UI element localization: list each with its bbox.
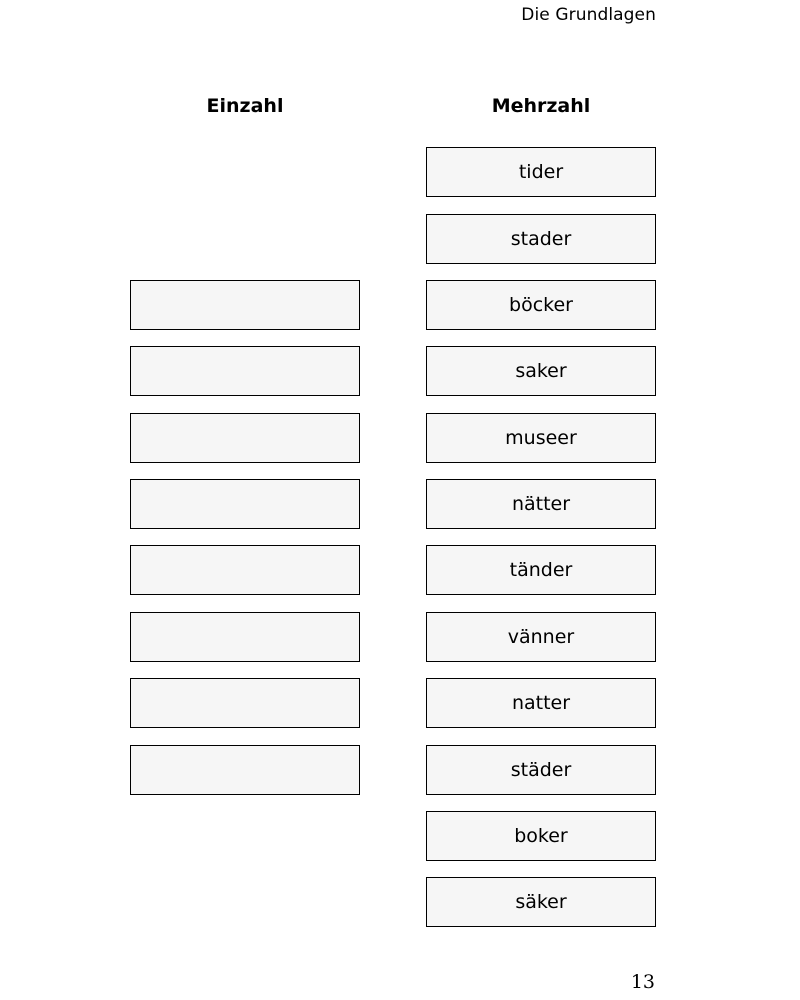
singular-answer-box[interactable] (130, 612, 360, 662)
plural-word-box: saker (426, 346, 656, 396)
plural-word-box: museer (426, 413, 656, 463)
page-number: 13 (630, 971, 655, 993)
singular-answer-box[interactable] (130, 745, 360, 795)
plural-word-box: tänder (426, 545, 656, 595)
singular-answer-box[interactable] (130, 346, 360, 396)
singular-answer-box[interactable] (130, 678, 360, 728)
singular-answer-box[interactable] (130, 479, 360, 529)
plural-column-heading: Mehrzahl (491, 95, 591, 117)
plural-word-box: stader (426, 214, 656, 264)
singular-column-heading: Einzahl (206, 95, 284, 117)
plural-word-box: böcker (426, 280, 656, 330)
plural-word-box: nätter (426, 479, 656, 529)
plural-word-box: vänner (426, 612, 656, 662)
plural-word-box: säker (426, 877, 656, 927)
singular-answer-box[interactable] (130, 280, 360, 330)
plural-word-box: städer (426, 745, 656, 795)
plural-word-box: tider (426, 147, 656, 197)
singular-answer-box[interactable] (130, 545, 360, 595)
singular-answer-box[interactable] (130, 413, 360, 463)
running-head-title: Die Grundlagen (521, 5, 656, 25)
plural-word-box: natter (426, 678, 656, 728)
plural-word-box: boker (426, 811, 656, 861)
